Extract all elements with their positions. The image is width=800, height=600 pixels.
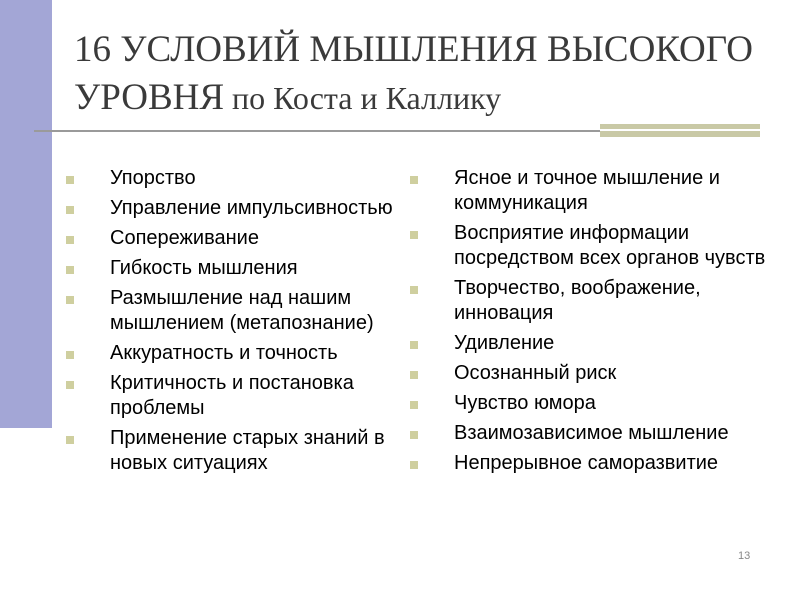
square-bullet-icon (66, 176, 74, 184)
list-item-text: Управление импульсивностью (110, 197, 393, 219)
list-item (66, 166, 416, 191)
square-bullet-icon (66, 381, 74, 389)
right-conditions-list (410, 166, 790, 481)
list-item-text: Размышление над нашим мышлением (метапознание) (110, 287, 374, 334)
list-item (66, 426, 416, 476)
list-item (410, 166, 790, 216)
list-item-text: Ясное и точное мышление и коммуникация (454, 167, 720, 214)
list-item (66, 371, 416, 421)
title-line-2-rest: по Коста и Каллику (224, 80, 502, 116)
list-item (66, 226, 416, 251)
list-item-text: Аккуратность и точность (110, 342, 338, 364)
left-conditions-list (66, 166, 416, 481)
list-item (410, 221, 790, 271)
list-item (410, 276, 790, 326)
title-accent-rule (600, 124, 760, 137)
list-item-text: Чувство юмора (454, 392, 596, 414)
square-bullet-icon (410, 176, 418, 184)
list-item-text: Непрерывное саморазвитие (454, 452, 719, 474)
list-item (66, 196, 416, 221)
square-bullet-icon (66, 266, 74, 274)
list-item-text: Упорство (110, 167, 196, 189)
list-item (410, 421, 790, 446)
title-line-2-caps: УРОВНЯ (74, 77, 225, 118)
square-bullet-icon (410, 431, 418, 439)
square-bullet-icon (66, 296, 74, 304)
list-item (66, 341, 416, 366)
list-item-text: Удивление (454, 332, 555, 354)
square-bullet-icon (410, 461, 418, 469)
square-bullet-icon (410, 401, 418, 409)
square-bullet-icon (66, 206, 74, 214)
list-item (66, 256, 416, 281)
list-item-text: Восприятие информации посредством всех органов чувств (454, 222, 766, 269)
square-bullet-icon (66, 351, 74, 359)
square-bullet-icon (66, 436, 74, 444)
list-item (410, 331, 790, 356)
square-bullet-icon (410, 371, 418, 379)
list-item-text: Гибкость мышления (110, 257, 298, 279)
list-item-text: Творчество, воображение, инновация (454, 277, 701, 324)
slide-title (74, 26, 774, 122)
list-item (410, 451, 790, 476)
square-bullet-icon (410, 286, 418, 294)
title-line-1: 16 УСЛОВИЙ МЫШЛЕНИЯ ВЫСОКОГО (74, 29, 753, 70)
list-item-text: Взаимозависимое мышление (454, 422, 729, 444)
list-item-text: Критичность и постановка проблемы (110, 372, 354, 419)
list-item-text: Осознанный риск (454, 362, 617, 384)
list-item-text: Применение старых знаний в новых ситуациях (110, 427, 385, 474)
square-bullet-icon (410, 341, 418, 349)
square-bullet-icon (410, 231, 418, 239)
page-number: 13 (738, 550, 751, 562)
list-item-text: Сопереживание (110, 227, 259, 249)
list-item (410, 391, 790, 416)
square-bullet-icon (66, 236, 74, 244)
side-accent-bar (0, 0, 52, 428)
list-item (66, 286, 416, 336)
list-item (410, 361, 790, 386)
